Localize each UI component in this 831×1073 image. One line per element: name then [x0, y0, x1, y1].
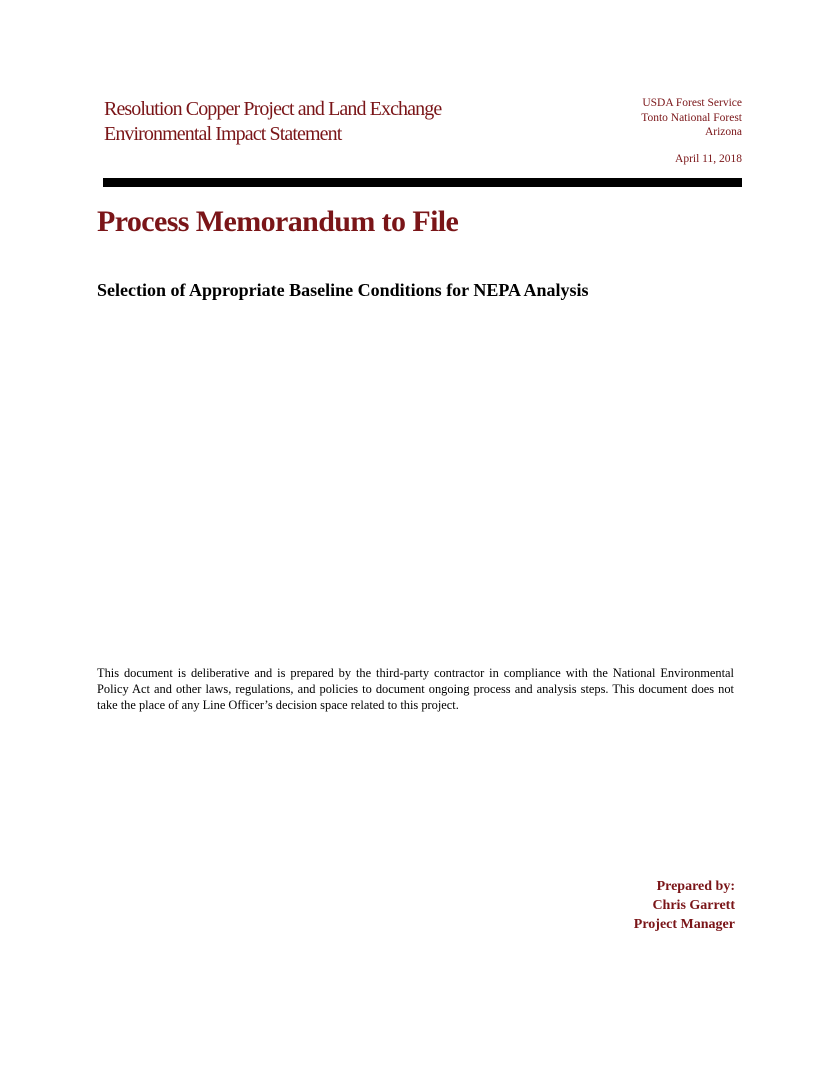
document-date: April 11, 2018: [675, 153, 742, 165]
forest-name: Tonto National Forest: [641, 111, 742, 124]
header-divider: [103, 178, 742, 187]
state-name: Arizona: [704, 126, 742, 138]
prepared-by-label: Prepared by:: [656, 879, 735, 894]
agency-block: [522, 96, 742, 140]
preparer-role: Project Manager: [633, 917, 735, 932]
preparer-name: Chris Garrett: [652, 898, 735, 913]
prepared-by-block: [495, 877, 735, 934]
project-title: [104, 97, 544, 147]
project-title-line-1: Resolution Copper Project and Land Exchange: [104, 98, 442, 120]
project-title-line-2: Environmental Impact Statement: [104, 123, 342, 145]
agency-name: USDA Forest Service: [642, 97, 742, 109]
page-subtitle: Selection of Appropriate Baseline Conditions for NEPA Analysis: [97, 280, 589, 300]
disclaimer-paragraph: This document is deliberative and is prepared by the third-party contractor in compliance with the National Environmental Policy Act and other laws, regulations, and policies to document ongoing process and analysis steps. This document does not take the place of any Line Officer’s decision space related to this project.: [97, 666, 734, 712]
page-title: Process Memorandum to File: [97, 205, 459, 238]
